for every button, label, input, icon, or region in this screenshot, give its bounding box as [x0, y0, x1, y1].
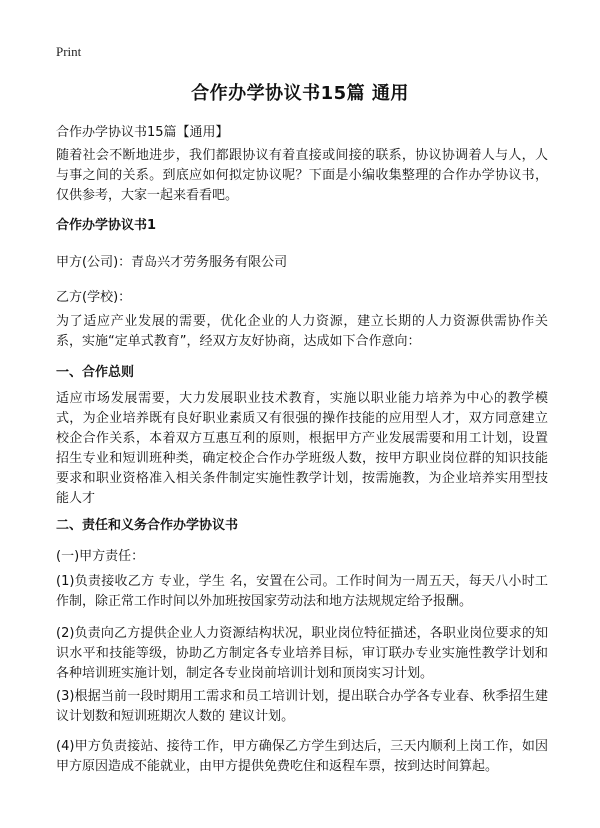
party-a-duties-label: (一)甲方责任：: [56, 549, 145, 564]
general-principles-heading: 一、合作总则: [56, 365, 135, 380]
duty-item-3: (3)根据当前一段时期用工需求和员工培训计划，提出联合办学各专业春、秋季招生建议计划数和短训班期次人数的 建议计划。: [56, 689, 548, 724]
document-subtitle: 合作办学协议书15篇【通用】: [56, 125, 229, 140]
section-heading-agreement-1: 合作办学协议书1: [56, 218, 157, 233]
document-title: 合作办学协议书15篇 通用: [191, 83, 409, 104]
party-a-line: 甲方(公司)：青岛兴才劳务服务有限公司: [56, 255, 288, 270]
duty-item-4: (4)甲方负责接站、接待工作，甲方确保乙方学生到达后，三天内顺利上岗工作，如因甲方原因造成不能就业，由甲方提供免费吃住和返程车票，按到达时间算起。: [56, 739, 548, 774]
print-label: Print: [56, 44, 82, 59]
general-principles-paragraph: 适应市场发展需要，大力发展职业技术教育，实施以职业能力培养为中心的教学模式，为企业培养既有良好职业素质又有很强的操作技能的应用型人才，双方同意建立校企合作关系，本着双方互惠互利的原则，根据甲方产业发展需要和用工计划，设置招生专业和短训班种类，确定校企合作办学班级人数，按甲方职业岗位群的知识技能要求和职业资格准入相关条件制定实施性教学计划，按需施教，为企业培养实用型技能人才: [56, 391, 548, 506]
duty-item-2: (2)负责向乙方提供企业人力资源结构状况，职业岗位特征描述，各职业岗位要求的知识水平和技能等级，协助乙方制定各专业培养目标，审订联办专业实施性教学计划和各种培训班实施计划，制定各专业岗前培训计划和顶岗实习计划。: [56, 626, 548, 681]
intro-paragraph: 随着社会不断地进步，我们都跟协议有着直接或间接的联系，协议协调着人与人，人与事之间的关系。到底应如何拟定协议呢？下面是小编收集整理的合作办学协议书，仅供参考，大家一起来看看吧。: [56, 148, 548, 203]
duty-item-1: (1)负责接收乙方 专业，学生 名，安置在公司。工作时间为一周五天，每天八小时工作制，除正常工作时间以外加班按国家劳动法和地方法规规定给予报酬。: [56, 574, 548, 609]
duties-heading: 二、责任和义务合作办学协议书: [56, 518, 239, 533]
party-b-line: 乙方(学校)：: [56, 290, 132, 305]
purpose-paragraph: 为了适应产业发展的需要，优化企业的人力资源，建立长期的人力资源供需协作关系，实施“定单式教育”，经双方友好协商，达成如下合作意向：: [56, 314, 548, 349]
